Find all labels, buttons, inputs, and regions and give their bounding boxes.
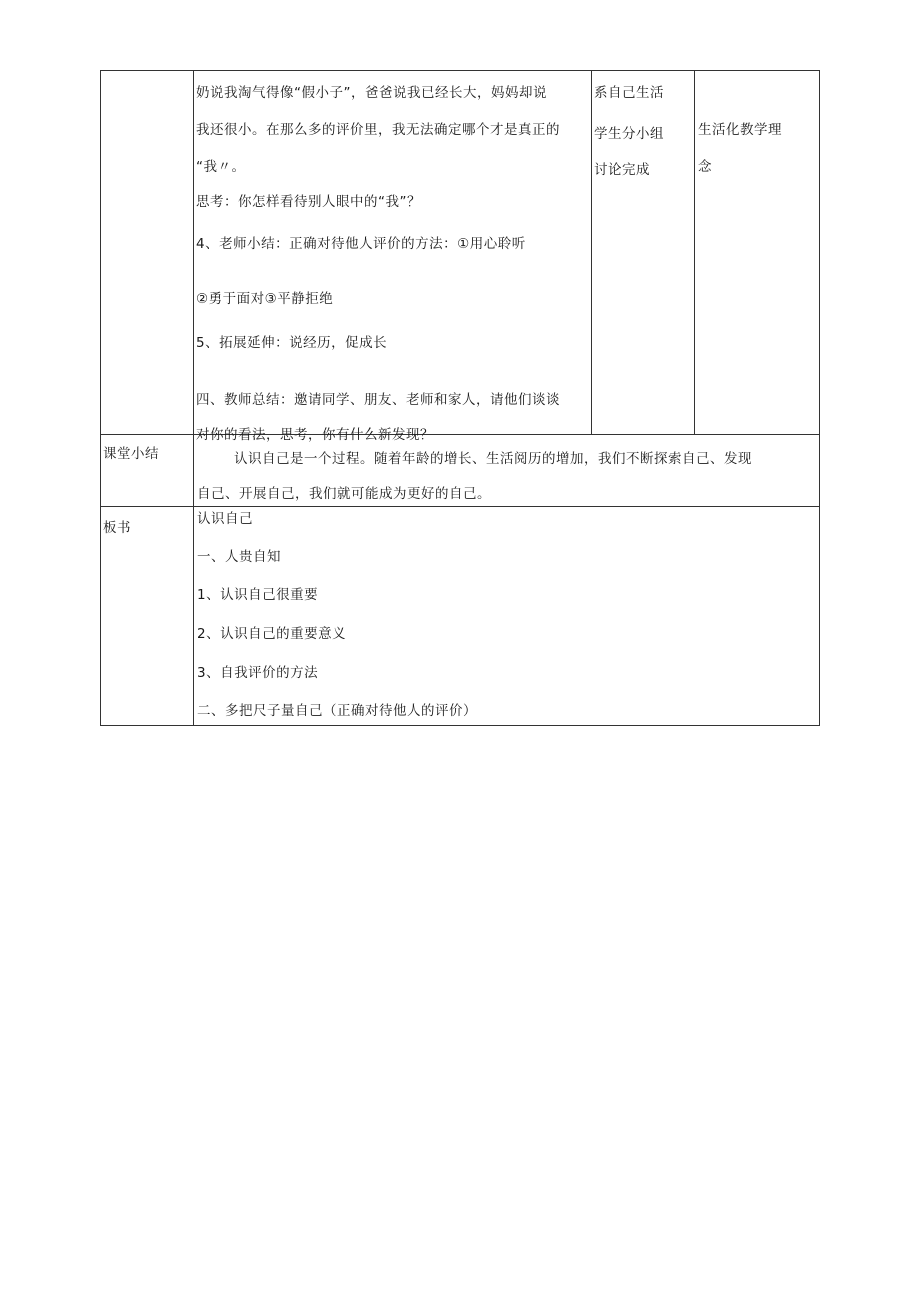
- board-label: 板书: [103, 520, 131, 536]
- content-line-5: 4、老师小结：正确对待他人评价的方法：①用心聆听: [196, 236, 526, 252]
- content-line-4: 思考：你怎样看待别人眼中的“我”？: [196, 194, 421, 210]
- col-divider-2: [591, 71, 592, 435]
- row-divider-2: [101, 506, 820, 507]
- content-line-8: 四、教师总结：邀请同学、朋友、老师和家人，请他们谈谈: [196, 392, 560, 408]
- content-line-6: ②勇于面对③平静拒绝: [196, 291, 334, 307]
- process-content-cell: [194, 71, 591, 443]
- board-line-1: 认识自己: [197, 511, 253, 527]
- col-divider-3: [694, 71, 695, 435]
- board-line-3: 1、认识自己很重要: [197, 587, 319, 603]
- activity-line-2: 学生分小组: [594, 126, 664, 142]
- content-line-1: 奶说我淘气得像“假小子”，爸爸说我已经长大，妈妈却说: [196, 85, 547, 101]
- content-line-2: 我还很小。在那么多的评价里，我无法确定哪个才是真正的: [196, 122, 560, 138]
- content-line-3: “我〃。: [196, 159, 246, 175]
- intent-line-2: 念: [698, 159, 712, 175]
- board-line-2: 一、人贵自知: [197, 549, 281, 565]
- content-line-9: 对你的看法，思考，你有什么新发现？: [196, 427, 434, 443]
- board-line-4: 2、认识自己的重要意义: [197, 626, 347, 642]
- board-line-6: 二、多把尺子量自己（正确对待他人的评价）: [197, 703, 477, 719]
- intent-line-1: 生活化教学理: [698, 122, 782, 138]
- activity-line-3: 讨论完成: [594, 162, 650, 178]
- board-line-5: 3、自我评价的方法: [197, 665, 319, 681]
- content-line-7: 5、拓展延伸：说经历，促成长: [196, 335, 388, 351]
- lesson-plan-table: [100, 70, 820, 726]
- summary-line-2: 自己、开展自己，我们就可能成为更好的自己。: [197, 486, 491, 502]
- summary-line-1: 认识自己是一个过程。随着年龄的增长、生活阅历的增加，我们不断探索自己、发现: [234, 451, 752, 467]
- summary-label: 课堂小结: [103, 446, 159, 462]
- activity-line-1: 系自己生活: [594, 85, 664, 101]
